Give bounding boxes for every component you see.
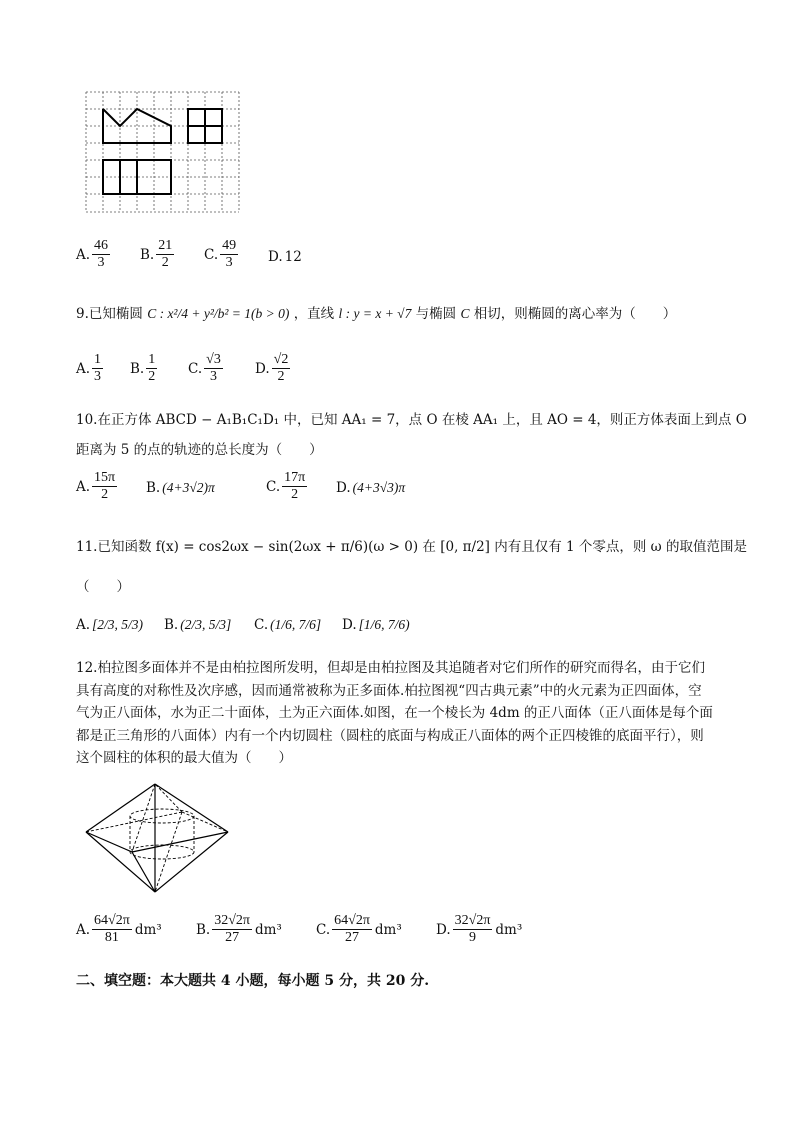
- q10-option-b[interactable]: B. (4+3√2)π: [146, 480, 215, 496]
- q10-option-c[interactable]: C. $\frac{17\pi}{2}$: [266, 470, 306, 502]
- three-view-grid-figure: [84, 90, 242, 215]
- q8-option-b[interactable]: B. $\frac{21}{2}$: [140, 238, 173, 270]
- q8-option-c[interactable]: C. $\frac{49}{3}$: [204, 238, 237, 270]
- q12-option-c[interactable]: C. $\frac{64√2\pi}{27}$ dm³: [316, 913, 402, 945]
- q11-option-b[interactable]: B. (2/3, 5/3]: [164, 617, 232, 633]
- q12-option-b[interactable]: B. $\frac{32√2\pi}{27}$ dm³: [196, 913, 282, 945]
- question-9-stem: 9.已知椭圆 C : x²/4 + y²/b² = 1(b > 0) ，直线 l : y = x + √7 与椭圆 C 相切，则椭圆的离心率为（ ）: [76, 306, 677, 322]
- question-11-line-1: 11.已知函数 f(x) = cos2ωx − sin(2ωx + π/6)(ω > 0) 在 [0, π/2] 内有且仅有 1 个零点，则 ω 的取值范围是: [76, 539, 747, 555]
- q10-option-a[interactable]: A. $\frac{15\pi}{2}$: [76, 470, 116, 502]
- q9-option-a[interactable]: A. $\frac{1}{3}$: [76, 352, 102, 384]
- q8-option-a[interactable]: A. $\frac{46}{3}$: [76, 238, 109, 270]
- q9-option-d[interactable]: D. $\frac{√2}{2}$: [255, 352, 289, 384]
- octahedron-cylinder-figure: [82, 782, 232, 897]
- q9-option-b[interactable]: B. $\frac{1}{2}$: [130, 352, 156, 384]
- q10-option-d[interactable]: D. (4+3√3)π: [336, 480, 406, 496]
- question-10-line-2: 距离为 5 的点的轨迹的总长度为（ ）: [76, 442, 323, 458]
- section-2-heading: 二、填空题：本大题共 4 小题，每小题 5 分，共 20 分.: [76, 973, 430, 989]
- q12-option-a[interactable]: A. $\frac{64√2\pi}{81}$ dm³: [76, 913, 162, 945]
- question-11-line-2: （ ）: [76, 579, 130, 595]
- q11-option-c[interactable]: C. (1/6, 7/6]: [254, 617, 322, 633]
- q8-option-d[interactable]: D. 12: [268, 249, 302, 265]
- q11-option-d[interactable]: D. [1/6, 7/6): [342, 617, 410, 633]
- q12-option-d[interactable]: D. $\frac{32√2\pi}{9}$ dm³: [436, 913, 523, 945]
- question-12-stem: 12.柏拉图多面体并不是由柏拉图所发明，但却是由柏拉图及其追随者对它们所作的研究而得名，由于它们 具有高度的对称性及次序感，因而通常被称为正多面体.柏拉图视“四古典元素”中的火元素为正四面体，空 气为正八面体，水为正二十面体，土为正六面体.如图，在一个棱长为 4dm 的正八面体（正八面体是每个面 都是正三角形的八面体）内有一个内切圆柱（圆柱的底面与构成正八面体的两个正四棱锥的底面平行），则 这个圆柱的体积的最大值为（ ）: [76, 660, 713, 766]
- question-10-line-1: 10.在正方体 ABCD − A₁B₁C₁D₁ 中，已知 AA₁ = 7，点 O 在棱 AA₁ 上，且 AO = 4，则正方体表面上到点 O: [76, 412, 747, 428]
- q9-option-c[interactable]: C. $\frac{√3}{3}$: [188, 352, 221, 384]
- q11-option-a[interactable]: A. [2/3, 5/3): [76, 617, 144, 633]
